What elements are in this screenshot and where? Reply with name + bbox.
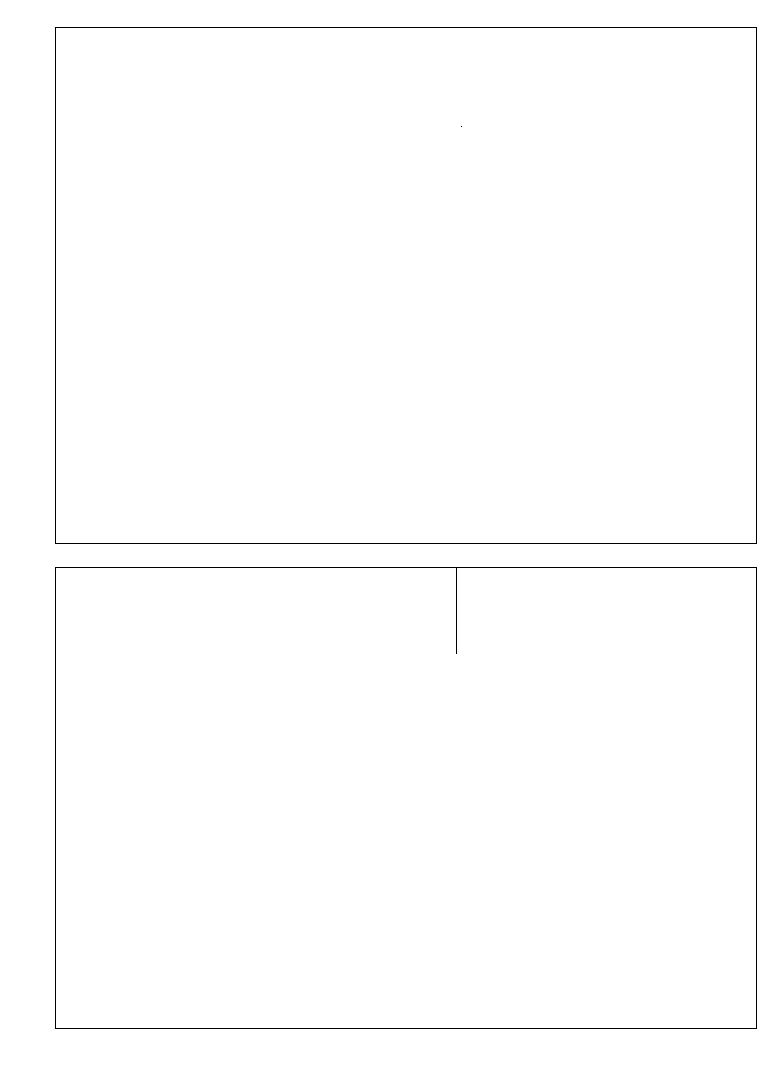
judges-header — [456, 568, 457, 654]
general-contest-board-table — [55, 27, 757, 544]
rc-aerobatics-table — [55, 567, 757, 1029]
panel1-roman-header — [461, 126, 462, 127]
panel2-legend — [69, 648, 129, 670]
panel1-legend — [69, 104, 129, 126]
page-footer — [55, 1032, 69, 1049]
